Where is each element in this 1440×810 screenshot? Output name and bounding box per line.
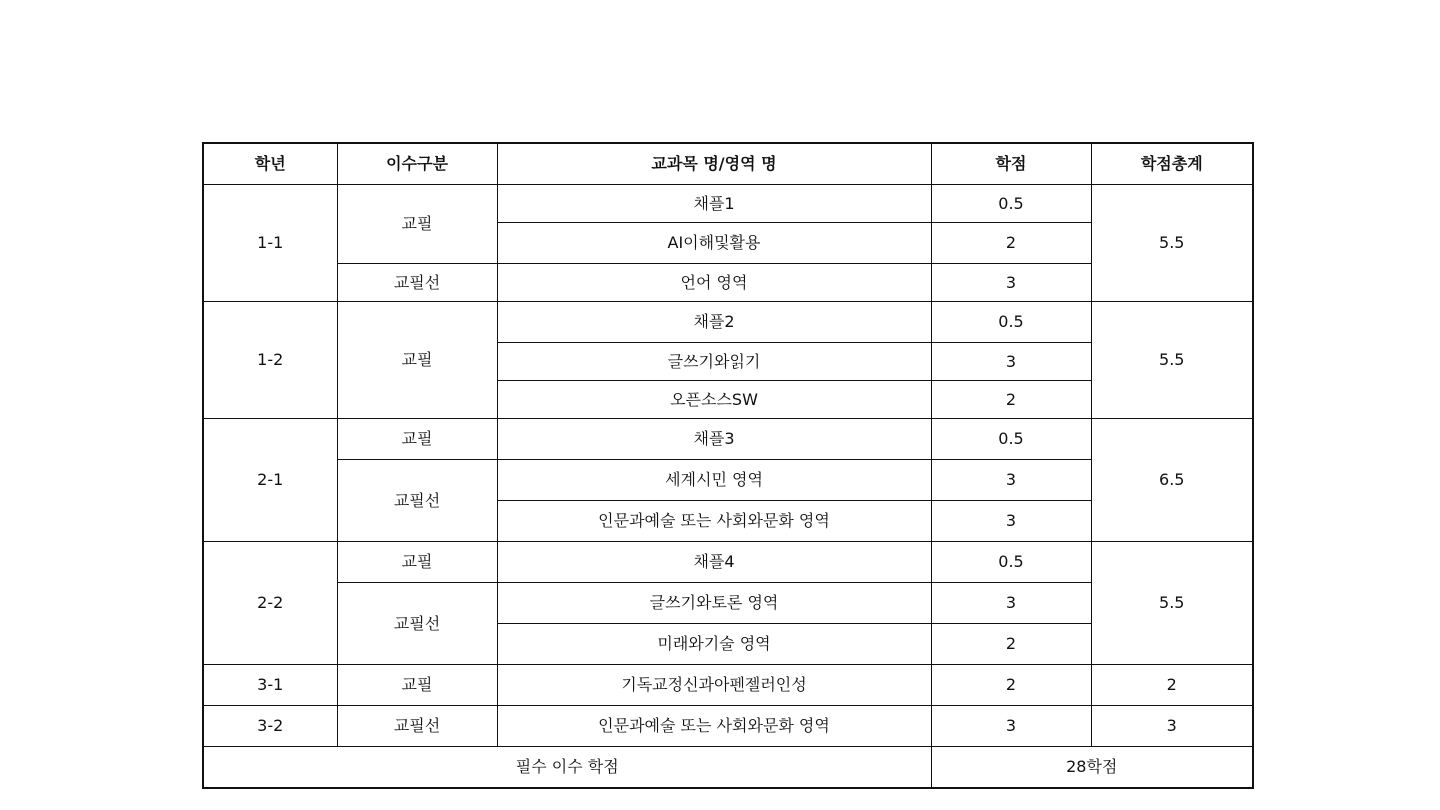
header-credit: 학점 bbox=[931, 143, 1091, 185]
total-cell: 5.5 bbox=[1091, 542, 1253, 665]
table-row bbox=[203, 419, 1253, 460]
total-cell: 5.5 bbox=[1091, 185, 1253, 302]
header-course: 교과목 명/영역 명 bbox=[497, 143, 931, 185]
course-cell: 인문과예술 또는 사회와문화 영역 bbox=[497, 501, 931, 542]
credit-cell: 2 bbox=[931, 624, 1091, 665]
year-cell: 3-1 bbox=[203, 665, 337, 706]
course-cell: 채플4 bbox=[497, 542, 931, 583]
curriculum-table-wrapper bbox=[202, 142, 1252, 789]
year-cell: 2-1 bbox=[203, 419, 337, 542]
course-cell: 언어 영역 bbox=[497, 264, 931, 302]
year-cell: 1-2 bbox=[203, 302, 337, 419]
credit-cell: 0.5 bbox=[931, 185, 1091, 223]
credit-cell: 3 bbox=[931, 501, 1091, 542]
course-cell: 글쓰기와읽기 bbox=[497, 343, 931, 381]
type-cell: 교필 bbox=[337, 302, 497, 419]
credit-cell: 3 bbox=[931, 460, 1091, 501]
curriculum-table bbox=[202, 142, 1254, 789]
table-row bbox=[203, 302, 1253, 343]
type-cell: 교필선 bbox=[337, 583, 497, 665]
course-cell: 세계시민 영역 bbox=[497, 460, 931, 501]
credit-cell: 2 bbox=[931, 665, 1091, 706]
course-cell: 채플3 bbox=[497, 419, 931, 460]
table-row bbox=[203, 542, 1253, 583]
header-year: 학년 bbox=[203, 143, 337, 185]
credit-cell: 3 bbox=[931, 706, 1091, 747]
credit-cell: 3 bbox=[931, 343, 1091, 381]
total-cell: 5.5 bbox=[1091, 302, 1253, 419]
credit-cell: 0.5 bbox=[931, 419, 1091, 460]
type-cell: 교필 bbox=[337, 419, 497, 460]
table-row bbox=[203, 185, 1253, 223]
type-cell: 교필 bbox=[337, 542, 497, 583]
table-header-row bbox=[203, 143, 1253, 185]
course-cell: 채플1 bbox=[497, 185, 931, 223]
total-cell: 2 bbox=[1091, 665, 1253, 706]
total-cell: 3 bbox=[1091, 706, 1253, 747]
required-credits-value: 28학점 bbox=[931, 747, 1253, 789]
footer-row bbox=[203, 747, 1253, 789]
type-cell: 교필선 bbox=[337, 264, 497, 302]
course-cell: 인문과예술 또는 사회와문화 영역 bbox=[497, 706, 931, 747]
type-cell: 교필선 bbox=[337, 706, 497, 747]
required-credits-label: 필수 이수 학점 bbox=[203, 747, 931, 789]
total-cell: 6.5 bbox=[1091, 419, 1253, 542]
course-cell: 기독교정신과아펜젤러인성 bbox=[497, 665, 931, 706]
course-cell: 글쓰기와토론 영역 bbox=[497, 583, 931, 624]
credit-cell: 2 bbox=[931, 381, 1091, 419]
credit-cell: 2 bbox=[931, 223, 1091, 264]
course-cell: 오픈소스SW bbox=[497, 381, 931, 419]
course-cell: AI이해및활용 bbox=[497, 223, 931, 264]
type-cell: 교필 bbox=[337, 665, 497, 706]
course-cell: 미래와기술 영역 bbox=[497, 624, 931, 665]
year-cell: 2-2 bbox=[203, 542, 337, 665]
course-cell: 채플2 bbox=[497, 302, 931, 343]
year-cell: 3-2 bbox=[203, 706, 337, 747]
credit-cell: 3 bbox=[931, 264, 1091, 302]
type-cell: 교필선 bbox=[337, 460, 497, 542]
year-cell: 1-1 bbox=[203, 185, 337, 302]
header-total: 학점총계 bbox=[1091, 143, 1253, 185]
credit-cell: 3 bbox=[931, 583, 1091, 624]
header-type: 이수구분 bbox=[337, 143, 497, 185]
credit-cell: 0.5 bbox=[931, 302, 1091, 343]
table-row bbox=[203, 706, 1253, 747]
type-cell: 교필 bbox=[337, 185, 497, 264]
credit-cell: 0.5 bbox=[931, 542, 1091, 583]
table-row bbox=[203, 665, 1253, 706]
